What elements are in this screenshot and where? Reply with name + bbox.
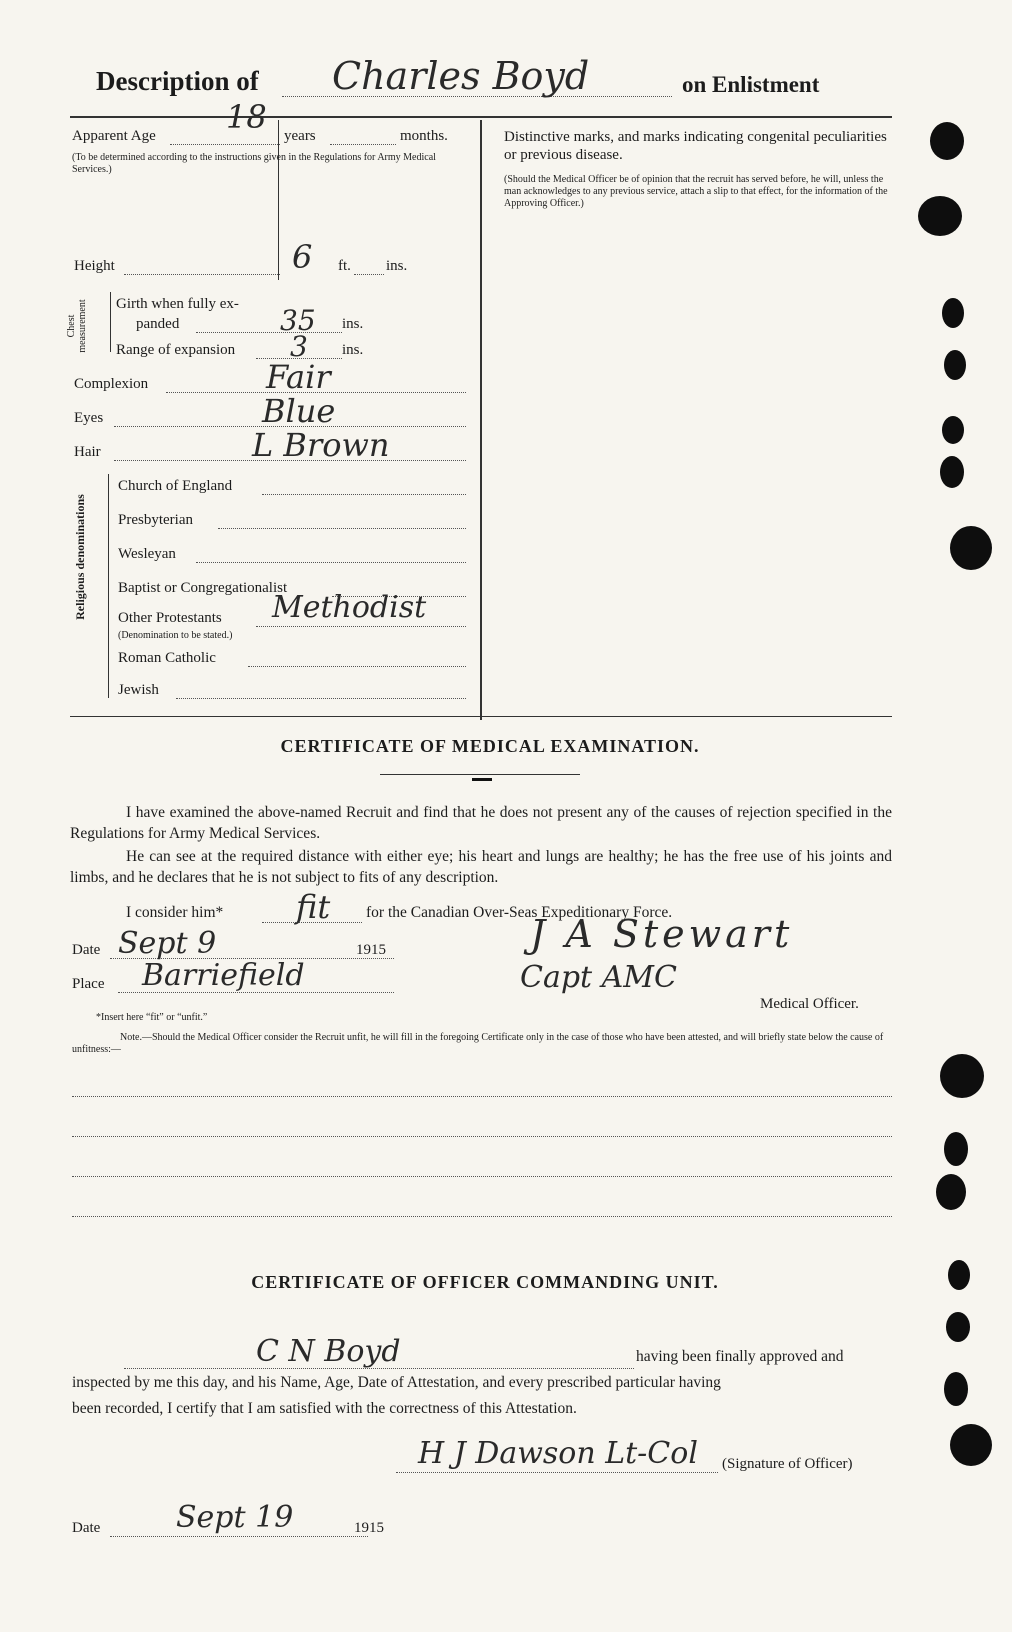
religion-presbyterian: Presbyterian [118, 512, 193, 528]
marks-heading: Distinctive marks, and marks indicating congenital peculiarities or previous disease. [504, 129, 887, 163]
punch-hole [940, 456, 964, 488]
punch-hole [944, 350, 966, 380]
religion-wesleyan: Wesleyan [118, 546, 176, 562]
punch-hole [948, 1260, 970, 1290]
range-label: Range of expansion [116, 342, 236, 358]
months-label: months. [400, 128, 448, 144]
header-description-of: Description of [96, 66, 259, 96]
medical-title-rule [380, 774, 580, 775]
medical-para-1: I have examined the above-named Recruit and find that he does not present any of the causes of rejection specified in the Regulations for Army Medical Services. [70, 804, 892, 842]
medical-note: Note.—Should the Medical Officer consider the Recruit unfit, he will fill in the foregoing Certificate only in the case of those who have been attested, and will briefly state below the cause of unfitness:— [72, 1032, 884, 1055]
recruit-name: Charles Boyd [332, 54, 590, 98]
punch-hole [942, 416, 964, 444]
punch-hole [950, 526, 992, 570]
section-rule [70, 716, 892, 717]
religion-bracket [108, 474, 109, 698]
commanding-officer-signature: H J Dawson Lt-Col [418, 1436, 698, 1471]
years-label: years [284, 128, 316, 144]
ft-label: ft. [338, 258, 351, 274]
header-on-enlistment: on Enlistment [682, 72, 820, 97]
punch-hole [942, 298, 964, 328]
religion-church-of-england: Church of England [118, 478, 233, 494]
unfitness-line-4 [72, 1216, 892, 1217]
fit-value: fit [296, 888, 331, 926]
hair-value: L Brown [252, 426, 390, 464]
medical-officer-signature: J A Stewart [530, 912, 794, 956]
medical-title: CERTIFICATE OF MEDICAL EXAMINATION. [280, 736, 700, 756]
unfitness-line-2 [72, 1136, 892, 1137]
consider-prefix: I consider him* [126, 904, 224, 921]
commanding-date-value: Sept 19 [176, 1500, 294, 1535]
apparent-age-label: Apparent Age [72, 128, 156, 144]
denomination-value: Methodist [272, 590, 427, 625]
age-value: 18 [226, 98, 267, 136]
commanding-title: CERTIFICATE OF OFFICER COMMANDING UNIT. [251, 1272, 719, 1292]
eyes-label: Eyes [74, 410, 104, 426]
unfitness-line-3 [72, 1176, 892, 1177]
medical-year-value: 1915 [356, 942, 386, 958]
commanding-recruit-name: C N Boyd [256, 1334, 401, 1369]
complexion-label: Complexion [74, 376, 149, 392]
religion-label: Religious denominations [73, 494, 87, 620]
ins-label-girth: ins. [342, 316, 364, 332]
religion-denomination-note: (Denomination to be stated.) [118, 630, 233, 641]
medical-date-label: Date [72, 942, 101, 958]
age-note: (To be determined according to the instructions given in the Regulations for Army Medical Services.) [72, 152, 436, 175]
punch-hole [950, 1424, 992, 1466]
girth-label-1: Girth when fully ex- [116, 296, 239, 312]
complexion-value: Fair [266, 358, 331, 396]
unfitness-line-1 [72, 1096, 892, 1097]
punch-hole [944, 1372, 968, 1406]
chest-label: Chest measurement [66, 299, 88, 353]
commanding-text-3: been recorded, I certify that I am satisfied with the correctness of this Attestation. [72, 1400, 577, 1417]
commanding-year-value: 1915 [354, 1520, 384, 1536]
header-rule [70, 116, 892, 118]
medical-officer-label: Medical Officer. [760, 996, 859, 1012]
medical-place-label: Place [72, 976, 105, 992]
chest-bracket [110, 292, 111, 352]
punch-hole [930, 122, 964, 160]
medical-officer-rank: Capt AMC [520, 960, 677, 995]
height-label: Height [74, 258, 115, 274]
medical-place-value: Barriefield [142, 958, 305, 993]
religion-other-protestants: Other Protestants [118, 610, 222, 626]
commanding-text-2: inspected by me this day, and his Name, Age, Date of Attestation, and every prescribed particular having [72, 1374, 721, 1391]
girth-value: 35 [280, 304, 316, 337]
height-value: 6 [292, 238, 313, 276]
insert-note: *Insert here “fit” or “unfit.” [96, 1012, 208, 1023]
punch-hole [936, 1174, 966, 1210]
punch-hole [940, 1054, 984, 1098]
eyes-value: Blue [262, 392, 336, 430]
religion-jewish: Jewish [118, 682, 159, 698]
medical-date-value: Sept 9 [118, 926, 217, 961]
girth-label-2: panded [136, 316, 180, 332]
marks-note: (Should the Medical Officer be of opinion that the recruit has served before, he will, unless the man acknowledges to any previous service, attach a slip to that effect, for the information of the Approving Officer.) [504, 174, 888, 209]
commanding-text-1: having been finally approved and [636, 1348, 844, 1365]
column-divider [480, 120, 482, 720]
range-value: 3 [290, 330, 308, 363]
medical-para-2: He can see at the required distance with either eye; his heart and lungs are healthy; he has the free use of his joints and limbs, and he declares that he is not subject to fits of any description. [70, 848, 892, 886]
commanding-signature-label: (Signature of Officer) [722, 1456, 853, 1472]
ins-label-range: ins. [342, 342, 364, 358]
hair-label: Hair [74, 444, 101, 460]
consider-suffix: for the Canadian Over-Seas Expeditionary Force. [366, 904, 673, 921]
punch-hole [946, 1312, 970, 1342]
religion-baptist: Baptist or Congregationalist [118, 580, 288, 596]
religion-roman-catholic: Roman Catholic [118, 650, 216, 666]
commanding-date-label: Date [72, 1520, 101, 1536]
punch-hole [944, 1132, 968, 1166]
ins-label-height: ins. [386, 258, 408, 274]
punch-hole [918, 196, 962, 236]
